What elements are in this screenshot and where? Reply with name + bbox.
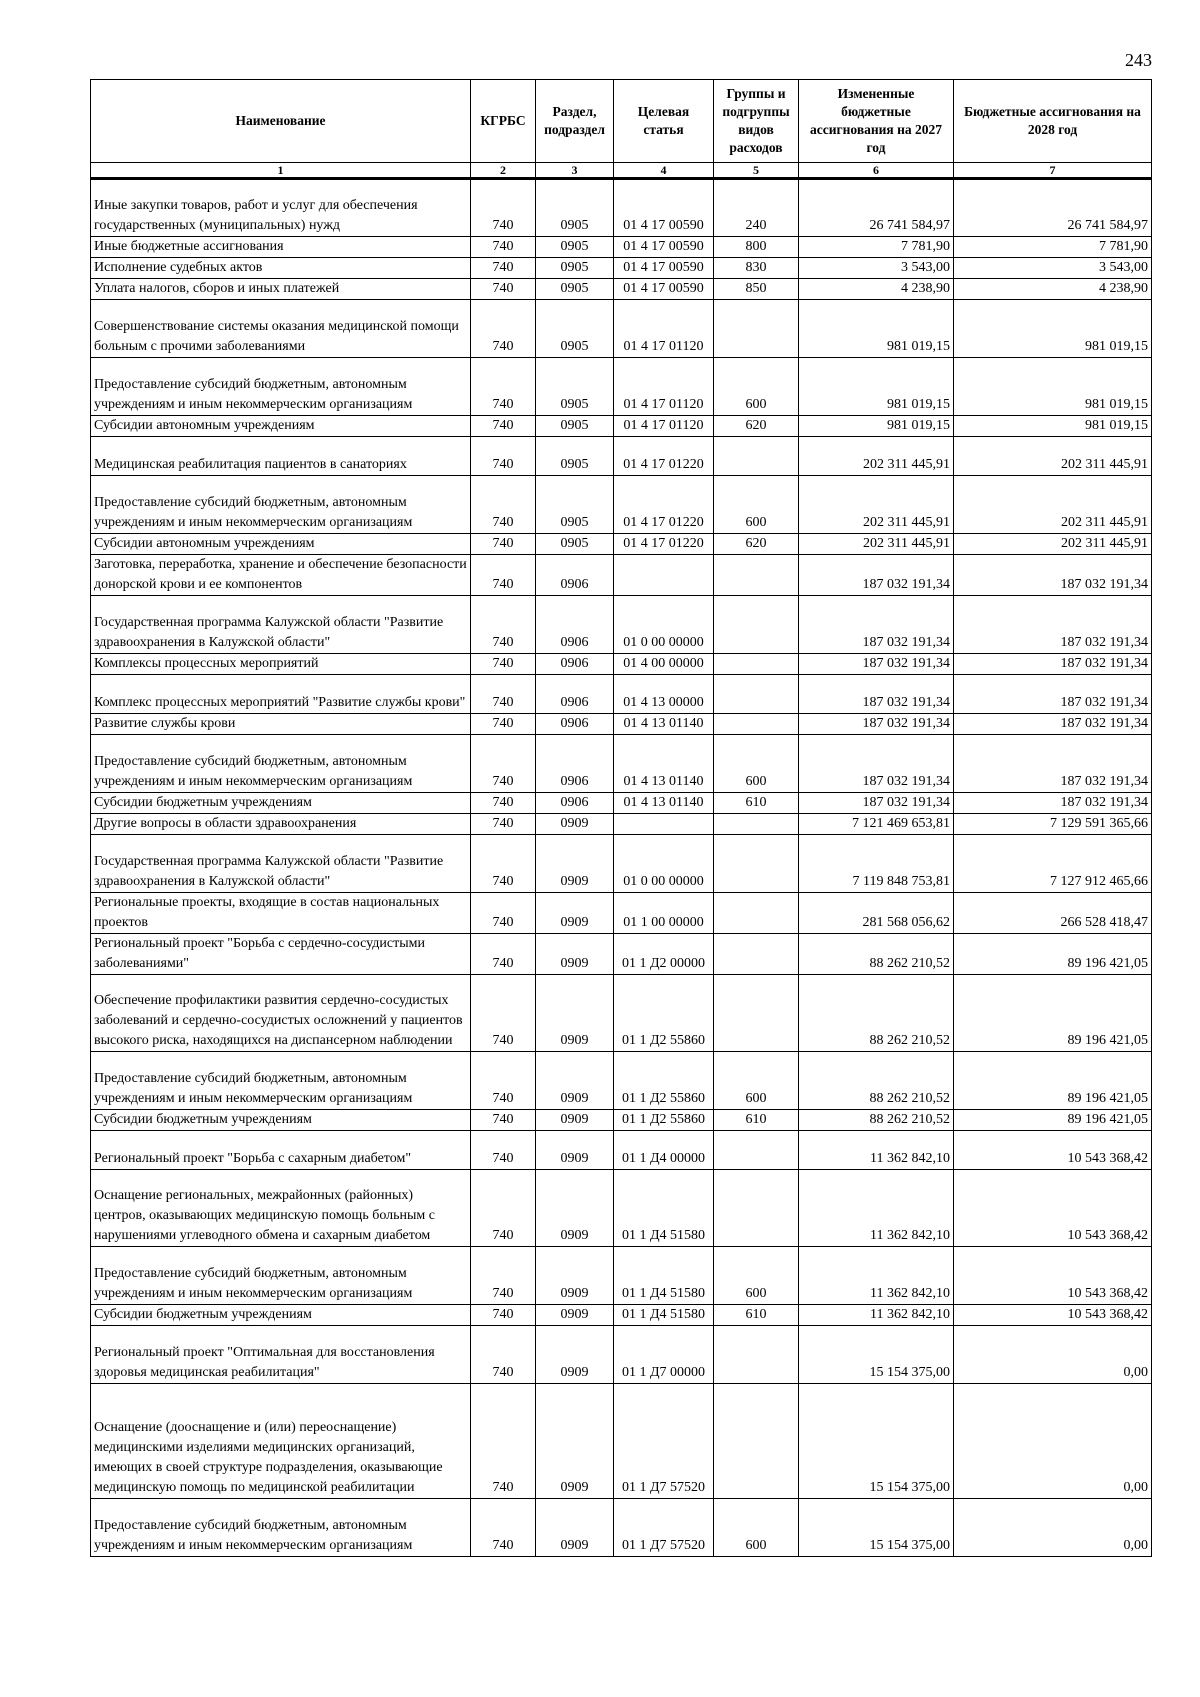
row-amount-2028: 89 196 421,05 (954, 1110, 1152, 1131)
row-statya: 01 1 Д2 55860 (614, 1110, 714, 1131)
row-razdel: 0909 (536, 975, 614, 1052)
header-name: Наименование (91, 80, 471, 163)
row-razdel: 0905 (536, 437, 614, 476)
row-vid (714, 893, 799, 934)
row-vid: 830 (714, 258, 799, 279)
row-statya: 01 4 17 00590 (614, 279, 714, 300)
table-row (91, 300, 1152, 358)
row-kgrbs: 740 (471, 793, 536, 814)
row-razdel: 0909 (536, 1052, 614, 1110)
row-name: Другие вопросы в области здравоохранения (91, 814, 471, 835)
row-name: Субсидии автономным учреждениям (91, 534, 471, 555)
row-razdel: 0909 (536, 1131, 614, 1170)
row-statya: 01 1 Д7 57520 (614, 1384, 714, 1499)
row-amount-2027: 187 032 191,34 (799, 793, 954, 814)
row-amount-2027: 202 311 445,91 (799, 437, 954, 476)
row-statya: 01 1 Д4 00000 (614, 1131, 714, 1170)
table-row (91, 237, 1152, 258)
row-razdel: 0905 (536, 416, 614, 437)
row-kgrbs: 740 (471, 1499, 536, 1557)
table-row (91, 1052, 1152, 1110)
row-kgrbs: 740 (471, 279, 536, 300)
row-amount-2027: 88 262 210,52 (799, 1052, 954, 1110)
row-statya: 01 1 Д7 00000 (614, 1326, 714, 1384)
row-amount-2028: 981 019,15 (954, 358, 1152, 416)
row-name: Заготовка, переработка, хранение и обеспечение безопасности донорской крови и ее компонентов (91, 555, 471, 596)
row-statya: 01 1 Д2 55860 (614, 1052, 714, 1110)
row-vid: 600 (714, 476, 799, 534)
row-statya (614, 814, 714, 835)
row-name: Государственная программа Калужской области "Развитие здравоохранения в Калужской области" (91, 835, 471, 893)
row-amount-2027: 11 362 842,10 (799, 1247, 954, 1305)
row-name: Предоставление субсидий бюджетным, автономным учреждениям и иным некоммерческим организациям (91, 1499, 471, 1557)
row-razdel: 0909 (536, 934, 614, 975)
header-statya: Целевая статья (614, 80, 714, 163)
table-row (91, 358, 1152, 416)
column-number: 4 (614, 163, 714, 179)
row-amount-2027: 187 032 191,34 (799, 735, 954, 793)
row-vid: 620 (714, 416, 799, 437)
row-name: Региональные проекты, входящие в состав национальных проектов (91, 893, 471, 934)
row-name: Субсидии бюджетным учреждениям (91, 1305, 471, 1326)
row-statya: 01 1 Д2 55860 (614, 975, 714, 1052)
row-name: Обеспечение профилактики развития сердечно-сосудистых заболеваний и сердечно-сосудистых осложнений у пациентов высокого риска, находящихся на диспансерном наблюдении (91, 975, 471, 1052)
row-vid: 800 (714, 237, 799, 258)
row-kgrbs: 740 (471, 1052, 536, 1110)
row-statya: 01 1 00 00000 (614, 893, 714, 934)
row-razdel: 0909 (536, 1499, 614, 1557)
row-amount-2028: 187 032 191,34 (954, 654, 1152, 675)
row-vid: 610 (714, 793, 799, 814)
row-name: Субсидии автономным учреждениям (91, 416, 471, 437)
row-statya: 01 1 Д2 00000 (614, 934, 714, 975)
row-kgrbs: 740 (471, 416, 536, 437)
row-amount-2028: 202 311 445,91 (954, 437, 1152, 476)
row-amount-2027: 11 362 842,10 (799, 1305, 954, 1326)
row-kgrbs: 740 (471, 975, 536, 1052)
row-vid: 610 (714, 1305, 799, 1326)
row-name: Предоставление субсидий бюджетным, автономным учреждениям и иным некоммерческим организациям (91, 1247, 471, 1305)
row-vid (714, 596, 799, 654)
row-amount-2028: 187 032 191,34 (954, 596, 1152, 654)
row-amount-2027: 4 238,90 (799, 279, 954, 300)
table-row (91, 934, 1152, 975)
row-amount-2028: 187 032 191,34 (954, 793, 1152, 814)
column-number: 2 (471, 163, 536, 179)
row-razdel: 0905 (536, 534, 614, 555)
row-razdel: 0909 (536, 814, 614, 835)
table-row (91, 1384, 1152, 1499)
row-name: Уплата налогов, сборов и иных платежей (91, 279, 471, 300)
row-amount-2028: 202 311 445,91 (954, 534, 1152, 555)
row-statya: 01 4 17 01220 (614, 437, 714, 476)
column-number: 3 (536, 163, 614, 179)
table-row (91, 735, 1152, 793)
row-kgrbs: 740 (471, 596, 536, 654)
row-amount-2028: 4 238,90 (954, 279, 1152, 300)
row-vid (714, 1131, 799, 1170)
row-name: Оснащение региональных, межрайонных (районных) центров, оказывающих медицинскую помощь больным с нарушениями углеводного обмена и сахарным диабетом (91, 1170, 471, 1247)
row-statya: 01 4 17 00590 (614, 179, 714, 237)
row-razdel: 0906 (536, 675, 614, 714)
row-vid (714, 300, 799, 358)
row-name: Государственная программа Калужской области "Развитие здравоохранения в Калужской области" (91, 596, 471, 654)
row-amount-2027: 15 154 375,00 (799, 1499, 954, 1557)
row-kgrbs: 740 (471, 675, 536, 714)
row-razdel: 0909 (536, 1326, 614, 1384)
row-vid: 600 (714, 1052, 799, 1110)
row-vid (714, 975, 799, 1052)
row-statya: 01 0 00 00000 (614, 596, 714, 654)
row-vid: 600 (714, 1499, 799, 1557)
table-row (91, 279, 1152, 300)
row-razdel: 0906 (536, 735, 614, 793)
row-razdel: 0906 (536, 714, 614, 735)
row-amount-2027: 7 781,90 (799, 237, 954, 258)
header-kgrbs: КГРБС (471, 80, 536, 163)
table-row (91, 179, 1152, 237)
row-amount-2028: 10 543 368,42 (954, 1131, 1152, 1170)
row-name: Предоставление субсидий бюджетным, автономным учреждениям и иным некоммерческим организациям (91, 476, 471, 534)
row-amount-2028: 26 741 584,97 (954, 179, 1152, 237)
table-row (91, 1110, 1152, 1131)
row-name: Иные закупки товаров, работ и услуг для обеспечения государственных (муниципальных) нужд (91, 179, 471, 237)
row-amount-2028: 981 019,15 (954, 300, 1152, 358)
row-amount-2027: 981 019,15 (799, 416, 954, 437)
row-razdel: 0909 (536, 835, 614, 893)
row-vid: 620 (714, 534, 799, 555)
row-amount-2028: 10 543 368,42 (954, 1170, 1152, 1247)
row-razdel: 0906 (536, 555, 614, 596)
row-amount-2027: 3 543,00 (799, 258, 954, 279)
row-kgrbs: 740 (471, 1326, 536, 1384)
row-kgrbs: 740 (471, 654, 536, 675)
row-razdel: 0906 (536, 596, 614, 654)
row-kgrbs: 740 (471, 300, 536, 358)
row-amount-2027: 26 741 584,97 (799, 179, 954, 237)
row-amount-2028: 187 032 191,34 (954, 714, 1152, 735)
row-statya: 01 0 00 00000 (614, 835, 714, 893)
row-amount-2028: 187 032 191,34 (954, 555, 1152, 596)
row-amount-2027: 88 262 210,52 (799, 1110, 954, 1131)
row-kgrbs: 740 (471, 437, 536, 476)
row-vid: 600 (714, 358, 799, 416)
row-amount-2027: 187 032 191,34 (799, 714, 954, 735)
header-razdel: Раздел, подраздел (536, 80, 614, 163)
table-row (91, 258, 1152, 279)
row-kgrbs: 740 (471, 258, 536, 279)
table-row (91, 555, 1152, 596)
table-row (91, 1326, 1152, 1384)
row-statya: 01 4 13 00000 (614, 675, 714, 714)
row-amount-2028: 187 032 191,34 (954, 675, 1152, 714)
row-statya: 01 4 17 01120 (614, 416, 714, 437)
page-number: 243 (1125, 50, 1152, 70)
row-razdel: 0905 (536, 476, 614, 534)
row-vid: 600 (714, 735, 799, 793)
row-statya: 01 4 17 01120 (614, 300, 714, 358)
column-number: 6 (799, 163, 954, 179)
row-kgrbs: 740 (471, 1170, 536, 1247)
row-razdel: 0909 (536, 893, 614, 934)
row-amount-2028: 89 196 421,05 (954, 1052, 1152, 1110)
row-name: Комплекс процессных мероприятий "Развитие службы крови" (91, 675, 471, 714)
row-kgrbs: 740 (471, 893, 536, 934)
table-row (91, 1305, 1152, 1326)
row-name: Совершенствование системы оказания медицинской помощи больным с прочими заболеваниями (91, 300, 471, 358)
row-vid: 850 (714, 279, 799, 300)
header-2028: Бюджетные ассигнования на 2028 год (954, 80, 1152, 163)
row-statya: 01 4 17 01120 (614, 358, 714, 416)
row-kgrbs: 740 (471, 1110, 536, 1131)
table-header-row (91, 80, 1152, 163)
table-row (91, 893, 1152, 934)
row-vid (714, 835, 799, 893)
column-number: 5 (714, 163, 799, 179)
row-amount-2027: 187 032 191,34 (799, 675, 954, 714)
column-number: 7 (954, 163, 1152, 179)
row-name: Предоставление субсидий бюджетным, автономным учреждениям и иным некоммерческим организациям (91, 358, 471, 416)
row-vid (714, 437, 799, 476)
row-name: Исполнение судебных актов (91, 258, 471, 279)
row-razdel: 0905 (536, 279, 614, 300)
row-statya: 01 4 00 00000 (614, 654, 714, 675)
row-kgrbs: 740 (471, 358, 536, 416)
row-amount-2027: 202 311 445,91 (799, 476, 954, 534)
row-kgrbs: 740 (471, 934, 536, 975)
row-amount-2027: 11 362 842,10 (799, 1170, 954, 1247)
row-amount-2027: 187 032 191,34 (799, 654, 954, 675)
row-vid (714, 1384, 799, 1499)
row-amount-2028: 0,00 (954, 1326, 1152, 1384)
table-row (91, 596, 1152, 654)
row-statya: 01 1 Д4 51580 (614, 1170, 714, 1247)
row-kgrbs: 740 (471, 814, 536, 835)
row-statya: 01 4 13 01140 (614, 714, 714, 735)
row-vid (714, 555, 799, 596)
table-row (91, 1170, 1152, 1247)
row-vid (714, 934, 799, 975)
row-name: Развитие службы крови (91, 714, 471, 735)
row-kgrbs: 740 (471, 714, 536, 735)
table-row (91, 1131, 1152, 1170)
row-name: Региональный проект "Борьба с сахарным диабетом" (91, 1131, 471, 1170)
row-razdel: 0909 (536, 1247, 614, 1305)
row-amount-2028: 0,00 (954, 1499, 1152, 1557)
row-razdel: 0909 (536, 1170, 614, 1247)
row-razdel: 0906 (536, 793, 614, 814)
row-razdel: 0905 (536, 258, 614, 279)
row-amount-2028: 3 543,00 (954, 258, 1152, 279)
row-statya: 01 1 Д4 51580 (614, 1247, 714, 1305)
row-statya: 01 4 17 01220 (614, 476, 714, 534)
row-statya: 01 1 Д7 57520 (614, 1499, 714, 1557)
row-amount-2027: 187 032 191,34 (799, 596, 954, 654)
table-row (91, 1499, 1152, 1557)
row-razdel: 0909 (536, 1305, 614, 1326)
row-kgrbs: 740 (471, 735, 536, 793)
row-name: Комплексы процессных мероприятий (91, 654, 471, 675)
row-amount-2027: 88 262 210,52 (799, 934, 954, 975)
table-row (91, 835, 1152, 893)
row-amount-2028: 7 129 591 365,66 (954, 814, 1152, 835)
row-amount-2028: 10 543 368,42 (954, 1305, 1152, 1326)
row-statya: 01 4 13 01140 (614, 793, 714, 814)
row-vid (714, 714, 799, 735)
row-vid (714, 675, 799, 714)
row-amount-2028: 89 196 421,05 (954, 975, 1152, 1052)
row-razdel: 0909 (536, 1384, 614, 1499)
row-amount-2028: 89 196 421,05 (954, 934, 1152, 975)
row-kgrbs: 740 (471, 555, 536, 596)
row-vid: 600 (714, 1247, 799, 1305)
row-amount-2027: 7 121 469 653,81 (799, 814, 954, 835)
row-kgrbs: 740 (471, 476, 536, 534)
table-row (91, 714, 1152, 735)
row-amount-2027: 15 154 375,00 (799, 1326, 954, 1384)
row-kgrbs: 740 (471, 1247, 536, 1305)
table-row (91, 675, 1152, 714)
column-number-row (91, 163, 1152, 179)
row-amount-2028: 0,00 (954, 1384, 1152, 1499)
row-name: Субсидии бюджетным учреждениям (91, 1110, 471, 1131)
row-amount-2027: 202 311 445,91 (799, 534, 954, 555)
row-kgrbs: 740 (471, 237, 536, 258)
row-name: Оснащение (дооснащение и (или) переоснащение) медицинскими изделиями медицинских организаций, имеющих в своей структуре подразделения, оказывающие медицинскую помощь по медицинской реабилитации (91, 1384, 471, 1499)
row-amount-2027: 187 032 191,34 (799, 555, 954, 596)
table-row (91, 437, 1152, 476)
row-amount-2027: 11 362 842,10 (799, 1131, 954, 1170)
row-name: Предоставление субсидий бюджетным, автономным учреждениям и иным некоммерческим организациям (91, 735, 471, 793)
row-vid: 610 (714, 1110, 799, 1131)
row-vid (714, 1170, 799, 1247)
row-kgrbs: 740 (471, 835, 536, 893)
row-amount-2027: 281 568 056,62 (799, 893, 954, 934)
row-razdel: 0905 (536, 179, 614, 237)
row-statya: 01 4 17 00590 (614, 237, 714, 258)
row-razdel: 0905 (536, 300, 614, 358)
row-statya: 01 4 13 01140 (614, 735, 714, 793)
row-name: Медицинская реабилитация пациентов в санаториях (91, 437, 471, 476)
row-amount-2027: 15 154 375,00 (799, 1384, 954, 1499)
row-amount-2028: 7 127 912 465,66 (954, 835, 1152, 893)
row-kgrbs: 740 (471, 1305, 536, 1326)
row-amount-2028: 10 543 368,42 (954, 1247, 1152, 1305)
row-amount-2028: 187 032 191,34 (954, 735, 1152, 793)
table-row (91, 975, 1152, 1052)
row-amount-2028: 981 019,15 (954, 416, 1152, 437)
row-amount-2027: 7 119 848 753,81 (799, 835, 954, 893)
row-name: Региональный проект "Оптимальная для восстановления здоровья медицинская реабилитация" (91, 1326, 471, 1384)
row-vid (714, 814, 799, 835)
budget-table (90, 79, 1152, 1557)
row-amount-2028: 7 781,90 (954, 237, 1152, 258)
table-row (91, 793, 1152, 814)
row-statya (614, 555, 714, 596)
row-name: Предоставление субсидий бюджетным, автономным учреждениям и иным некоммерческим организациям (91, 1052, 471, 1110)
row-razdel: 0905 (536, 358, 614, 416)
row-amount-2028: 202 311 445,91 (954, 476, 1152, 534)
row-statya: 01 4 17 00590 (614, 258, 714, 279)
table-row (91, 1247, 1152, 1305)
row-vid: 240 (714, 179, 799, 237)
row-vid (714, 654, 799, 675)
row-kgrbs: 740 (471, 1384, 536, 1499)
row-name: Субсидии бюджетным учреждениям (91, 793, 471, 814)
row-amount-2028: 266 528 418,47 (954, 893, 1152, 934)
row-statya: 01 4 17 01220 (614, 534, 714, 555)
row-name: Региональный проект "Борьба с сердечно-сосудистыми заболеваниями" (91, 934, 471, 975)
row-kgrbs: 740 (471, 179, 536, 237)
table-row (91, 476, 1152, 534)
row-kgrbs: 740 (471, 1131, 536, 1170)
row-razdel: 0906 (536, 654, 614, 675)
row-razdel: 0905 (536, 237, 614, 258)
table-row (91, 654, 1152, 675)
row-vid (714, 1326, 799, 1384)
table-row (91, 534, 1152, 555)
row-amount-2027: 88 262 210,52 (799, 975, 954, 1052)
header-2027: Измененные бюджетные ассигнования на 2027 год (799, 80, 954, 163)
table-row (91, 814, 1152, 835)
row-razdel: 0909 (536, 1110, 614, 1131)
row-amount-2027: 981 019,15 (799, 358, 954, 416)
row-name: Иные бюджетные ассигнования (91, 237, 471, 258)
row-statya: 01 1 Д4 51580 (614, 1305, 714, 1326)
row-amount-2027: 981 019,15 (799, 300, 954, 358)
row-kgrbs: 740 (471, 534, 536, 555)
table-row (91, 416, 1152, 437)
column-number: 1 (91, 163, 471, 179)
header-vid: Группы и подгруппы видов расходов (714, 80, 799, 163)
